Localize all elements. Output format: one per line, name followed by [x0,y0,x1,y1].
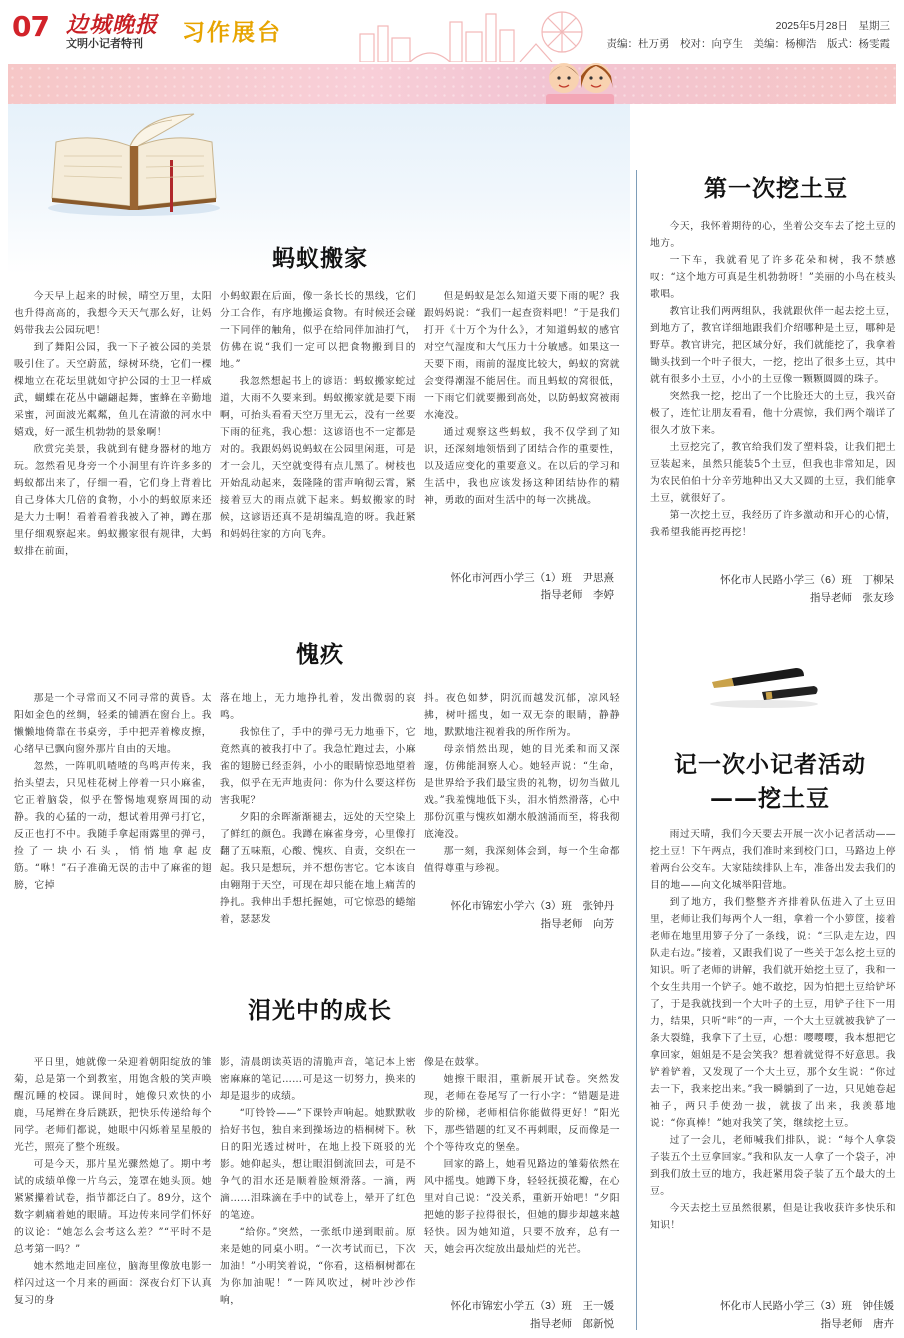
paragraph: 一下车，我就看见了许多花朵和树，我不禁感叹：“这个地方可真是生机勃勃呀！”美丽的小鸟在枝头歌唱。 [650,255,896,300]
article-title-ants: 蚂蚁搬家 [272,245,368,272]
section-title: 习作展台 [182,20,282,46]
paragraph: 过了一会儿，老师喊我们排队，说：“每个人拿袋子装五个土豆拿回家。”我和队友一人拿了一个袋子，冲到我们放土豆的地方，我赶紧用袋子装了五个最大的土豆。 [650,1135,896,1197]
article-ants-column-1 [14,288,212,602]
paragraph: 母亲悄然出现，她的目光柔和而又深邃，仿佛能洞察人心。她轻声说：“生命，是世界给予我们最宝贵的礼物，切勿当做儿戏。”我羞愧地低下头，泪水悄然滑落，心中那份沉重与愧疚如潮水般汹涌而至，将我彻底淹没。 [424,744,620,840]
author-byline: 怀化市锦宏小学五（3）班 王一媛 [450,1300,614,1312]
paragraph: 我忽然想起书上的谚语：蚂蚁搬家蛇过道，大雨不久要来到。蚂蚁搬家就是要下雨啊，可抬头看看天空万里无云，没有一丝要下雨的征兆，我心想：这谚语也不一定都是对的。我跟妈妈说蚂蚁在公园里闲逛，可是才一会儿，天空就变得有点儿黑了。树枝也开始乱动起来，轰隆隆的雷声响彻云霄，紧接着豆大的雨点就下起来。蚂蚁搬家的时候，这谚语还真不是胡编乱造的呀。我赶紧和妈妈往家的方向飞奔。 [220,376,416,540]
author-byline: 怀化市人民路小学三（6）班 丁柳呆 [720,574,894,586]
issue-date: 2025年5月28日 星期三 [775,20,890,32]
paragraph: 雨过天晴，我们今天要去开展一次小记者活动——挖土豆！下午两点，我们准时来到校门口，马路边上停着两台公交车。大家陆续排队上车，准备出发去我们的目的地——向文化城举阳营地。 [650,829,896,891]
paragraph: 我惊住了，手中的弹弓无力地垂下，它竟然真的被我打中了。我急忙跑过去，小麻雀的翅膀已经歪斜，小小的眼睛惊恐地望着我，似乎在无声地责问：你为什么要这样伤害我呢？ [220,727,416,806]
paragraph: 那是一个寻常而又不同寻常的黄昏。太阳如金色的丝绸，轻柔的铺洒在窗台上。我懒懒地倚靠在书桌旁，手中把弄着橡皮擦，心绪早已飘向窗外那片自由的天地。 [14,693,212,755]
open-book-icon [44,112,224,220]
editor-credits: 责编：杜万勇 校对：向亨生 美编：杨柳浩 版式：杨雯霞 [606,38,890,50]
paragraph: 今天，我怀着期待的心，坐着公交车去了挖土豆的地方。 [650,221,896,249]
paragraph: 她木然地走回座位，脑海里像放电影一样闪过这一个月来的画面：深夜台灯下认真复习的身 [14,1261,212,1306]
paragraph: 那一刻，我深刻体会到，每一个生命都值得尊重与珍视。 [424,846,620,874]
children-illustration-icon [540,52,620,106]
paragraph: 土豆挖完了，教官给我们发了塑料袋，让我们把土豆装起来，虽然只能装5个土豆，但我也非常知足，因为农民伯伯十分辛劳地种出又大又圆的土豆，我们能拿土豆，就很好了。 [650,442,896,504]
paragraph: 回家的路上，她看见路边的雏菊依然在风中摇曳。她蹲下身，轻轻抚摸花瓣，在心里对自己说：“没关系，重新开始吧！”夕阳把她的影子拉得很长，但她的脚步却越来越轻快。因为她知道，只要不放弃，总有一天，她会再次绽放出最灿烂的光芒。 [424,1159,620,1255]
article-guilt-column-1 [14,690,212,960]
page-header [0,0,904,64]
teacher-credit: 指导老师 张友珍 [810,592,894,604]
paragraph: “叮铃铃——”下课铃声响起。她默默收拾好书包，独自来到操场边的梧桐树下。秋日的阳光透过树叶，在地上投下斑驳的光影。她仰起头，想让眼泪倒流回去，可是不争气的泪水还是顺着脸颊滑落。一滴，两滴……泪珠滴在手中的试卷上，晕开了红色的笔迹。 [220,1108,416,1221]
paragraph: 抖。夜色如梦，阴沉而越发沉郁，凉风轻拂，树叶摇曳，如一双无奈的眼睛，静静地，默默地注视着我的所作所为。 [424,693,620,738]
article-reporter-body [650,826,896,1296]
paragraph: 到了地方，我们整整齐齐排着队伍进入了土豆田里，老师让我们每两个人一组，拿着一个小箩筐，接着老师在地里用箩子分了一条线，说：“三队走左边，四队走右边。”接着，又跟我们说了一些关于怎么挖土豆的知识。听了老师的讲解，我们就开始挖土豆了，我和一个女生共用一个铲子。她不敢挖，因为怕把土豆给铲坏了，于是我就找到一个大叶子的土豆，用铲子往下一用力，结果，只听“咔”的一声，一个大土豆就被我铲了一条大裂缝，我拿下了土豆，心想：嘤嘤嘤，我本想把它拿回家，姐姐是不是会笑我？想着就觉得不好意思。我铲着铲着，又发现了一个大土豆，那个女生说：“你过去一下，我来挖出来。”我一瞬躺到了一边，只见她卷起袖子，两只手使劲一拔，就拔了出来，我羡慕地说：“你真棒！”她对我笑了笑，继续挖土豆。 [650,897,896,1129]
article-tears-column-3 [424,1054,620,1294]
newspaper-logo: 边城晚报 [66,12,159,38]
article-title-potato: 第一次挖土豆 [704,175,848,202]
paragraph: 但是蚂蚁是怎么知道天要下雨的呢？我跟妈妈说：“我们一起查资料吧！”于是我们打开《十万个为什么》，才知道蚂蚁的感官对空气湿度和大气压力十分敏感。如果这一天要下雨，雨前的湿度比较大，蚂蚁的窝就会变得潮湿不能居住。而且蚂蚁的窝很低，一下雨它们就要搬到高处，以防蚂蚁窝被雨水淹没。 [424,291,620,421]
paragraph: 她擦干眼泪，重新展开试卷。突然发现，老师在卷尾写了一行小字：“错题是进步的阶梯，老师相信你能做得更好！”阳光下，那些错题的红叉不再刺眼，反而像是一个个等待攻克的堡垒。 [424,1074,620,1153]
article-title-tears: 泪光中的成长 [248,997,392,1024]
fountain-pen-icon [704,664,824,712]
teacher-credit: 指导老师 向芳 [540,918,614,930]
teacher-credit: 指导老师 李婷 [540,589,614,601]
paragraph: 可是今天，那片星光骤然熄了。期中考试的成绩单像一片乌云，笼罩在她头顶。她紧紧攥着试卷，指节都泛白了。89分，这个数字刺痛着她的眼睛。耳边传来同学们怀好的议论：“她怎么会考这么差？”“平时不是总考第一吗？” [14,1159,212,1255]
paragraph: 通过观察这些蚂蚁，我不仅学到了知识，还深刻地领悟到了团结合作的重要性，以及适应变化的重要意义。在以后的学习和生活中，我也应该发扬这种团结协作的精神，勇敢的面对生活中的每一次挑战。 [424,427,620,506]
author-byline: 怀化市人民路小学三（3）班 钟佳媛 [720,1300,894,1312]
paragraph: 今天早上起来的时候，晴空万里，太阳也升得高高的，我想今天天气那么好，让妈妈带我去公园玩吧！ [14,291,212,336]
article-tears-column-1 [14,1054,212,1330]
paragraph: “给你。”突然，一张纸巾递到眼前。原来是她的同桌小明。“一次考试而已，下次加油！”小明笑着说，“你看，这梧桐树都在为你加油呢！”一阵风吹过，树叶沙沙作响， [220,1227,416,1306]
author-byline: 怀化市河西小学三（1）班 尹思熹 [450,572,614,584]
special-edition-label: 文明小记者特刊 [66,37,143,50]
article-tears-column-2 [220,1054,416,1330]
page-number: 07 [12,10,49,43]
teacher-credit: 指导老师 郎新悦 [530,1318,614,1330]
article-title-reporter [646,748,894,816]
paragraph: 平日里，她就像一朵迎着朝阳绽放的雏菊，总是第一个到教室，用饱含般的笑声唤醒沉睡的校园。课间时，她像只欢快的小鹿，马尾辫在身后跳跃，把快乐传递给每个同学。老师们都说，她眼中闪烁着星星般的光芒，照亮了整个班级。 [14,1057,212,1153]
paragraph: 影，清晨朗读英语的清脆声音，笔记本上密密麻麻的笔记……可是这一切努力，换来的却是退步的成绩。 [220,1057,416,1102]
paragraph: 小蚂蚁跟在后面，像一条长长的黑线，它们分工合作，有序地搬运食物。有时候还会碰一下同伴的触角，似乎在给同伴加油打气，仿佛在说“我们一定可以把食物搬到目的地。” [220,291,416,370]
article-ants-column-3 [424,288,620,568]
article-potato-body [650,218,896,570]
article-guilt-column-2 [220,690,416,960]
teacher-credit: 指导老师 唐卉 [820,1318,894,1330]
paragraph: 今天去挖土豆虽然很累，但是让我收获许多快乐和知识！ [650,1203,896,1231]
title-line-2: ——挖土豆 [710,785,830,812]
paragraph: 突然我一挖，挖出了一个比脸还大的土豆，我兴奋极了，连忙让朋友看看，他十分震惊，我们两个端详了很久才放下来。 [650,391,896,436]
paragraph: 第一次挖土豆，我经历了许多激动和开心的心情，我希望我能再挖再挖！ [650,510,896,538]
column-divider [636,170,637,1330]
author-byline: 怀化市锦宏小学六（3）班 张钟丹 [450,900,614,912]
article-ants-column-2 [220,288,416,602]
article-guilt-column-3 [424,690,620,896]
banner-pattern [8,64,896,104]
article-title-guilt: 愧疚 [296,641,344,668]
paragraph: 夕阳的余晖渐渐褪去，远处的天空染上了鲜红的颜色。我蹲在麻雀身旁，心里像打翻了五味瓶，心酸、愧疚、自责，交织在一起。我只是想玩，并不想伤害它。它本该自由翱翔于天空，可现在却只能在地上痛苦的挣扎。我伸出手想托握她，可它惊恐的蜷缩着，瑟瑟发 [220,812,416,925]
paragraph: 落在地上，无力地挣扎着，发出微弱的哀鸣。 [220,693,416,721]
title-line-1: 记一次小记者活动 [674,751,866,778]
paragraph: 忽然，一阵叽叽喳喳的鸟鸣声传来，我抬头望去，只见桂花树上停着一只小麻雀，它正着脑袋，似乎在警惕地观察周围的动静。我的心猛的一动，想试着用弹弓打它，反正也打不中。我随手拿起雨露里的弹弓，捡了一块小石头，悄悄地拿起皮筋。“咻！”石子准确无误的击中了麻雀的翅膀，它掉 [14,761,212,891]
paragraph: 教官让我们两两组队，我就跟伙伴一起去挖土豆，到地方了，教官详细地跟我们介绍哪种是土豆，哪种是野草。教官讲完，把区域分好，我们就能挖了，我拿着锄头找到一个叶子很大，一挖，挖出了很多土豆，其中就有很多小土豆，小小的土豆像一颗颗圆圆的珠子。 [650,306,896,385]
paragraph: 欣赏完美景，我就到有健身器材的地方玩。忽然看见身旁一个小洞里有许许多多的蚂蚁都出来了，仔细一看，它们身上背着比自己身体大几倍的食物，小小的蚂蚁原来还是大力士啊！看着看着我被入了神，蹲在那里仔细观察起来。蚂蚁搬家很有规律，大蚂蚁排在前面， [14,444,212,557]
paragraph: 到了舞阳公园，我一下子被公园的美景吸引住了。天空蔚蓝，绿树环绕，它们一棵棵地立在花坛里就如守护公园的士卫一样威武，蝴蝶在花丛中翩翩起舞，蜜蜂在辛勤地采蜜，河面波光粼粼，鱼儿在清澈的河水中嬉戏，好一派生机勃勃的景象啊！ [14,342,212,438]
paragraph: 像是在鼓掌。 [424,1057,486,1068]
